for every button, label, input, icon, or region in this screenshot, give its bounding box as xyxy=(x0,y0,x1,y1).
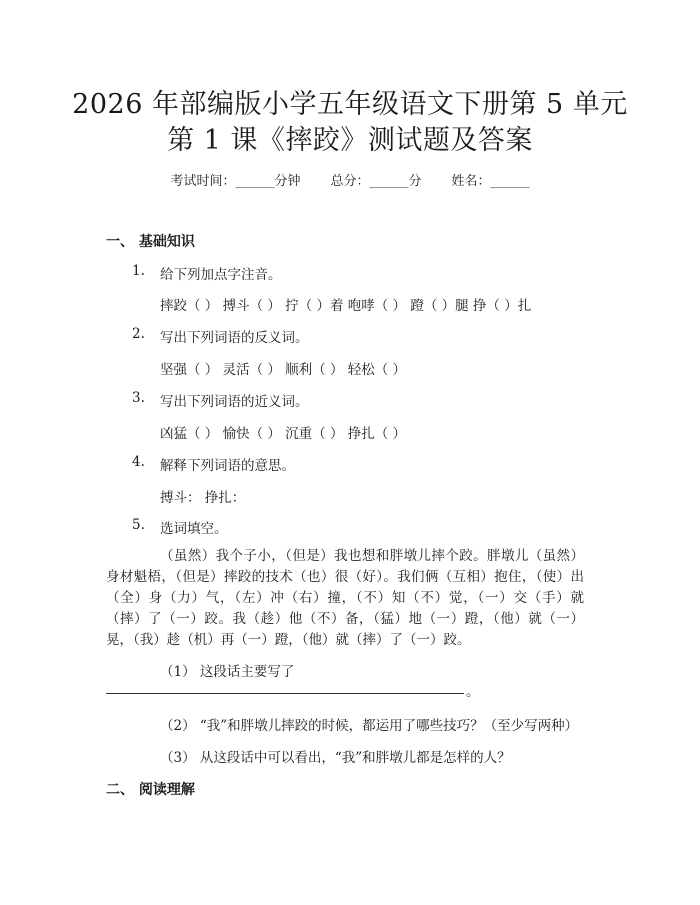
sub-question-1: （1） 这段话主要写了 xyxy=(160,664,295,680)
question-text: 写出下列词语的近义词。 xyxy=(160,394,309,410)
exam-time-field: 考试时间：______分钟 xyxy=(170,174,301,189)
reading-passage: （虽然）我个子小，（但是）我也想和胖墩儿摔个跤。胖墩儿（虽然）身材魁梧，（但是）摔跤的技术（也）很（好）。我们俩（互相）抱住，（使）出（全）身（力）气，（左）冲（右）撞，（不）知（不）觉，（一）交（手）就（摔）了（一）跤。我（趁）他（不）备，（猛）地（一）蹬，（他）就（一）晃，（我）趁（机）再（一）蹬，（他）就（摔）了（一）跤。 xyxy=(106,548,584,648)
question-number: 1. xyxy=(132,263,145,279)
section-heading-basics: 一、 基础知识 xyxy=(106,234,195,250)
sub-question-2: （2） “我”和胖墩儿摔跤的时候，都运用了哪些技巧？（至少写两种） xyxy=(160,718,579,734)
question-text: 给下列加点字注音。 xyxy=(160,267,282,283)
question-items: 摔跤（ ） 搏斗（ ） 拧（ ）着 咆哮（ ） 蹬（ ）腿 挣（ ）扎 xyxy=(160,298,532,314)
section-heading-reading: 二、 阅读理解 xyxy=(106,782,195,798)
student-name-field: 姓名：______ xyxy=(451,174,530,189)
question-items: 坚强（ ） 灵活（ ） 顺利（ ） 轻松（ ） xyxy=(160,362,407,378)
question-number: 3. xyxy=(132,390,145,406)
doc-title-line2: 第 1 课《摔跤》测试题及答案 xyxy=(167,125,533,156)
question-number: 2. xyxy=(132,326,145,342)
question-number: 4. xyxy=(132,454,145,470)
question-items: 凶猛（ ） 愉快（ ） 沉重（ ） 挣扎（ ） xyxy=(160,426,407,442)
question-items: 搏斗： 挣扎： xyxy=(160,490,246,506)
question-text: 写出下列词语的反义词。 xyxy=(160,330,309,346)
exam-meta xyxy=(0,170,700,189)
doc-title-line1: 2026 年部编版小学五年级语文下册第 5 单元 xyxy=(72,89,628,120)
question-number: 5. xyxy=(132,517,145,533)
answer-line[interactable] xyxy=(106,679,464,694)
question-text: 解释下列词语的意思。 xyxy=(160,458,295,474)
question-text: 选词填空。 xyxy=(160,521,228,537)
sub-question-3: （3） 从这段话中可以看出，“我”和胖墩儿都是怎样的人？ xyxy=(160,750,511,766)
total-score-field: 总分：______分 xyxy=(330,174,422,189)
sub-question-1-end: 。 xyxy=(466,684,480,700)
